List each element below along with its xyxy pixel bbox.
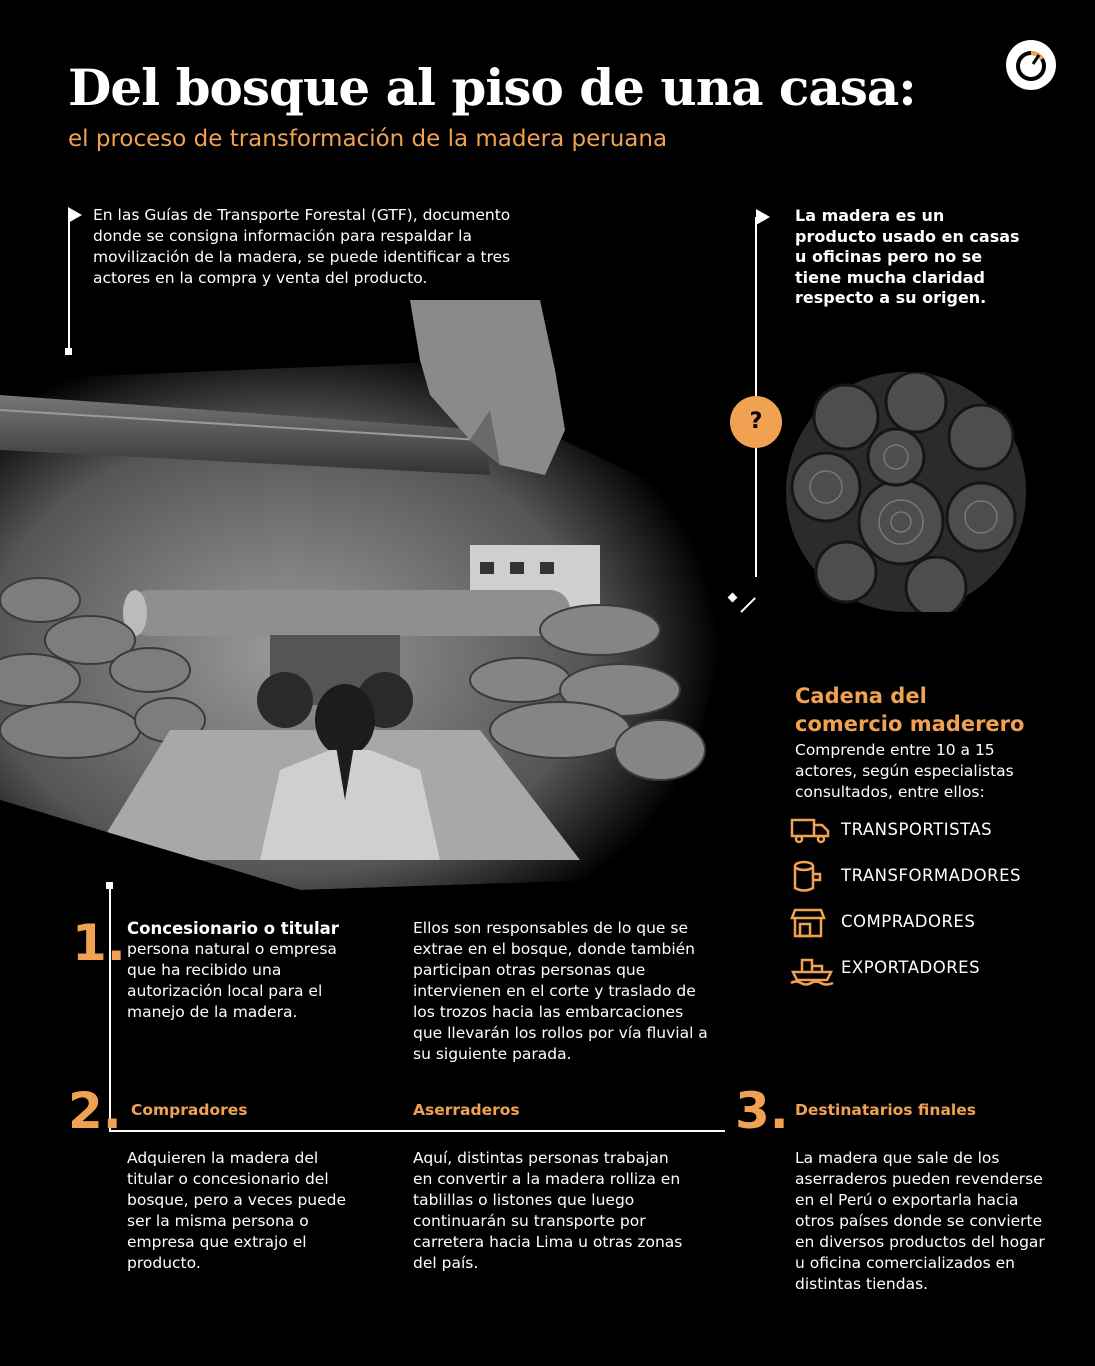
origin-note: La madera es un producto usado en casas u oficinas pero no se tiene mucha claridad respecto a su origen. <box>795 206 1020 307</box>
log-icon <box>790 860 830 894</box>
step-1-number: 1. <box>72 914 126 972</box>
chain-description: Comprende entre 10 a 15 actores, según especialistas consultados, entre ellos: <box>795 741 1014 801</box>
question-badge: ? <box>730 396 782 448</box>
legend-item-transportistas <box>790 814 1050 848</box>
step-1-heading: Concesionario o titular <box>127 919 339 938</box>
step-2-heading: Compradores <box>131 1101 248 1119</box>
legend-item-transformadores <box>790 860 1050 894</box>
sawmills-text: Aquí, distintas personas trabajan en convertir a la madera rolliza en tablillas o listones que luego continuarán su transporte por carretera hacia Lima u otras zonas del país. <box>413 1149 683 1272</box>
intro-line-end <box>65 348 72 355</box>
legend-label: EXPORTADORES <box>841 958 981 977</box>
truck-icon <box>790 814 830 846</box>
legend-label: TRANSFORMADORES <box>841 866 1022 885</box>
step-3-heading: Destinatarios finales <box>795 1101 976 1119</box>
store-icon <box>790 906 830 940</box>
step-2-number: 2. <box>68 1082 122 1140</box>
legend-label: TRANSPORTISTAS <box>841 820 993 839</box>
step-3-number: 3. <box>735 1082 789 1140</box>
step-2-text: Adquieren la madera del titular o concesionario del bosque, pero a veces puede ser la misma persona o empresa que extrajo el producto. <box>127 1149 347 1272</box>
page-title: Del bosque al piso de una casa: <box>68 58 916 117</box>
circle-logo-icon <box>1006 40 1056 90</box>
intro-line <box>68 215 70 350</box>
step-1-extra-text: Ellos son responsables de lo que se extrae en el bosque, donde también participan otras personas que intervienen en el corte y traslado de los trozos hacia las embarcaciones que llevarán los rollos por vía fluvial a su siguiente parada. <box>413 919 708 1063</box>
note-arrow-icon <box>756 209 770 225</box>
steps-horizontal-line <box>109 1130 725 1132</box>
forest-sawmill-illustration <box>0 300 740 900</box>
ship-icon <box>790 952 834 986</box>
step-3-text: La madera que sale de los aserraderos pueden revenderse en el Perú o exportarla hacia otros países donde se convierte en diversos productos del hogar u oficina comercializados en distintas tiendas. <box>795 1149 1045 1293</box>
intro-arrow-icon <box>68 207 82 223</box>
note-line-turn <box>740 597 755 612</box>
sawmills-heading: Aserraderos <box>413 1101 520 1119</box>
logs-photo-circle <box>786 372 1026 612</box>
legend-item-compradores <box>790 906 1050 940</box>
intro-text: En las Guías de Transporte Forestal (GTF), documento donde se consigna información para respaldar la movilización de la madera, se puede identificar a tres actores en la compra y venta del producto. <box>93 206 511 287</box>
legend-label: COMPRADORES <box>841 912 976 931</box>
legend-item-exportadores <box>790 952 1050 986</box>
step-1-text: Concesionario o titular persona natural o empresa que ha recibido una autorización local para el manejo de la madera. <box>127 918 387 1023</box>
chain-title: Cadena del comercio maderero <box>795 684 1025 736</box>
page-subtitle: el proceso de transformación de la madera peruana <box>68 126 668 152</box>
